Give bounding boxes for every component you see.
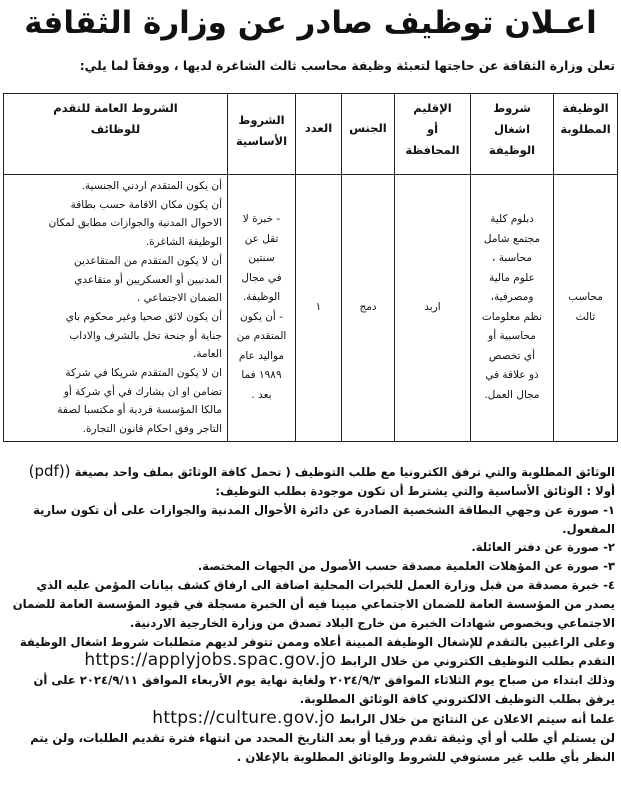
- header-general-conditions: الشروط العامة للتقدم للوظائف: [4, 94, 228, 175]
- header-count: العدد: [296, 94, 342, 175]
- apply-link-line: التقدم بطلب التوظيف الكتروني من خلال الرابط https://applyjobs.spac.gov.jo: [84, 651, 615, 671]
- dates-text: وذلك ابتداء من صباح يوم الثلاثاء الموافق ٢٠٢٤/٩/٣ ولغاية نهاية يوم الأربعاء الموافق ٢٠٢٤/٩/١١ على أن: [33, 673, 615, 688]
- header-job-requirements: شروط اشغال الوظيفة: [471, 94, 554, 175]
- header-gender: الجنس: [342, 94, 395, 175]
- apply-link[interactable]: https://applyjobs.spac.gov.jo: [84, 651, 337, 671]
- item-4-end: الاجتماعي وبخصوص شهادات الخبرة من خارج البلاد تصدق من وزارة الخارجية الاردنية.: [129, 615, 615, 630]
- cell-general-conditions: أن يكون المتقدم اردني الجنسية. أن يكون مكان الاقامة حسب بطاقة الاحوال المدنية والجوازات مطابق لمكان الوظيفة الشاغرة. أن لا يكون المتقدم من المتقاعدين المدنيين أو العسكريين أو متقاعدي الضمان الاجتماعي . أن يكون لائق صحيا وغير محكوم باي جناية أو جنحة تخل بالشرف والاداب العامة. ان لا يكون المتقدم شريكا في شركة تضامن او ان يشارك في أي شركة أو مالكا المؤسسة فردية أو مكتسبا لصفة التاجر وفق احكام قانون التجارة.: [4, 175, 228, 442]
- dates-text-continued: يرفق بطلب التوظيف الالكتروني كافة الوثائق المطلوبة.: [299, 692, 615, 707]
- cell-count: ١: [296, 175, 342, 442]
- cell-gender: دمج: [342, 175, 395, 442]
- documents-line: الوثائق المطلوبة والتي ترفق الكترونيا مع طلب التوظيف ( تحمل كافة الوثائق بملف واحد بصيغة (pdf)): [28, 462, 615, 480]
- table-header-row: [4, 94, 618, 175]
- intro-text: تعلن وزارة الثقافة عن حاجتها لتعبئة وظيفة محاسب ثالث الشاغرة لديها ، ووفقاً لما يلي:: [79, 59, 615, 73]
- table-row: [4, 175, 618, 442]
- pdf-format: (pdf)): [28, 462, 71, 480]
- item-4: ٤- خبرة مصدقة من قبل وزارة العمل للخبرات المحلية اضافة الى ارفاق كشف بيانات المؤمن عليه الذي: [36, 578, 615, 593]
- rejection-notice-continued: النظر بأي طلب غير مستوفي للشروط والوثائق المطلوبة بالإعلان .: [236, 749, 615, 764]
- item-4-continued: يصدر من المؤسسة العامة للضمان الاجتماعي مبينا فيه أن الخبرة مسجلة في قيود المؤسسة العامة للضمان: [12, 596, 615, 611]
- cell-job-requirements: دبلوم كلية مجتمع شامل محاسبة ، علوم مالية ومصرفية، نظم معلومات محاسبية أو أي تخصص ذو علاقة في مجال العمل.: [471, 175, 554, 442]
- results-link[interactable]: https://culture.gov.jo: [152, 708, 336, 728]
- cell-job: محاسب ثالث: [554, 175, 618, 442]
- page-title: اعـلان توظيف صادر عن وزارة الثقافة: [24, 5, 597, 41]
- job-table: [3, 93, 618, 442]
- results-notice-line: علما أنه سيتم الاعلان عن النتائج من خلال الرابط https://culture.gov.jo: [152, 708, 615, 728]
- header-job: الوظيفة المطلوبة: [554, 94, 618, 175]
- item-2: ٢- صورة عن دفتر العائلة.: [471, 540, 615, 555]
- item-1-continued: المفعول.: [562, 521, 615, 536]
- header-region: الإقليم أو المحافظة: [395, 94, 471, 175]
- rejection-notice: لن يستلم أي طلب أو أي وثيقة تقدم ورقيا أو بعد التاريخ المحدد من انتهاء فترة تقديم الطلبات، ولن يتم: [30, 730, 615, 745]
- apply-text: وعلى الراغبين بالتقدم للإشغال الوظيفة المبينة أعلاه وممن تتوفر لديهم متطلبات شروط اشغال الوظيفة: [19, 634, 615, 649]
- cell-basic-conditions: - خبرة لا تقل عن سنتين في مجال الوظيفة. - أن يكون المتقدم من مواليد عام ١٩٨٩ فما بعد .: [228, 175, 296, 442]
- item-1: ١- صورة عن وجهي البطاقة الشخصية الصادرة عن دائرة الأحوال المدنية والجوازات على أن تكون سارية: [33, 502, 615, 517]
- header-basic-conditions: الشروط الأساسية: [228, 94, 296, 175]
- first-heading: أولا : الوثائق الأساسية والتي يشترط أن تكون موجودة بطلب التوظيف:: [215, 483, 615, 498]
- cell-region: اربد: [395, 175, 471, 442]
- item-3: ٣- صورة عن المؤهلات العلمية مصدقة حسب الأصول من الجهات المختصة.: [197, 559, 615, 574]
- announcement-body: [4, 462, 615, 767]
